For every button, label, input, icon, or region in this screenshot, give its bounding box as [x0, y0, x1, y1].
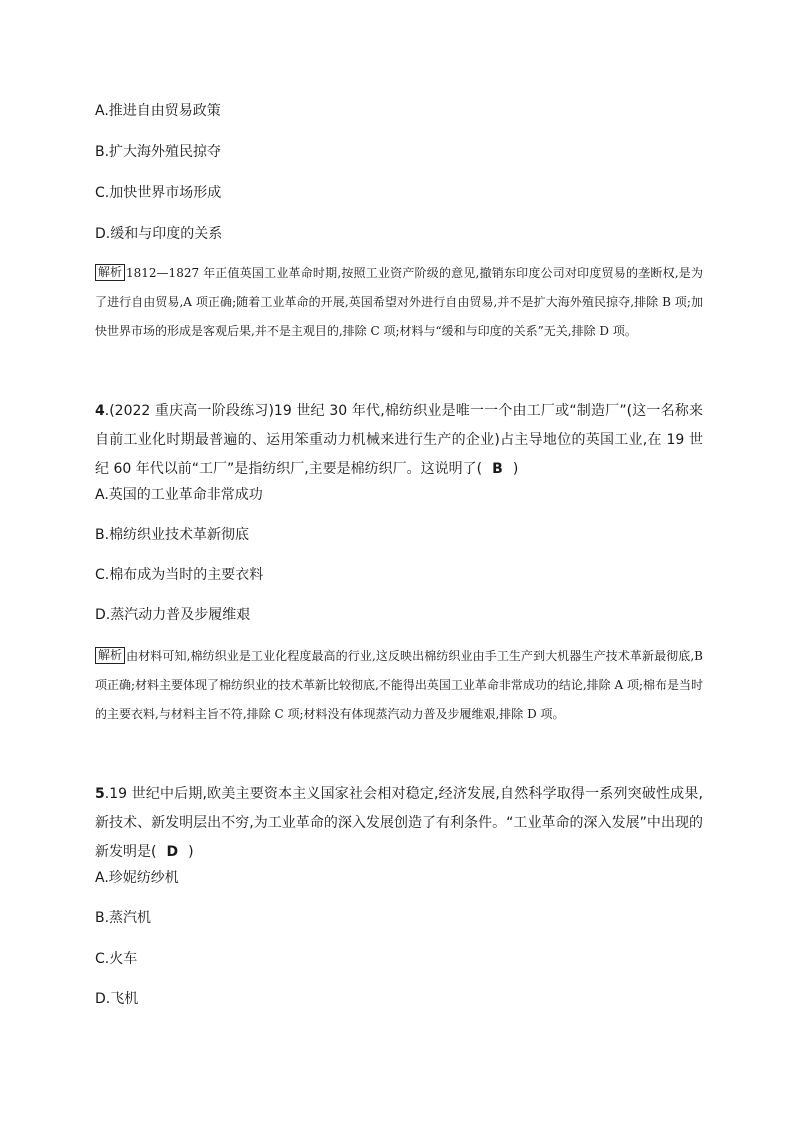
q4-answer: B [492, 461, 503, 477]
q4-number: 4 [95, 403, 105, 419]
q5-number: 5 [95, 786, 105, 802]
q5-option-a: A.珍妮纺纱机 [95, 870, 179, 886]
q4-stem-close: ) [512, 461, 519, 477]
q3-analysis [95, 259, 703, 346]
q4-stem-text: .(2022 重庆高一阶段练习)19 世纪 30 年代,棉纺织业是唯一一个由工厂或“制造厂”(这一名称来自前工业化时期最普遍的、运用笨重动力机械来进行生产的企业)占主导地位的英国工业,在 19 世纪 60 年代以前“工厂”是指纺织厂,主要是棉纺织厂。这说明了( [95, 403, 703, 477]
q5-stem-close: ) [188, 844, 194, 860]
q3-analysis-text: 1812—1827 年正值英国工业革命时期,按照工业资产阶级的意见,撤销东印度公司对印度贸易的垄断权,是为了进行自由贸易,A 项正确;随着工业革命的开展,英国希望对外进行自由贸易,并不是扩大海外殖民掠夺,排除 B 项;加快世界市场的形成是客观后果,并不是主观目的,排除 C 项;材料与“缓和与印度的关系”无关,排除 D 项。 [95, 266, 703, 338]
q5-stem [95, 780, 703, 867]
q4-option-d: D.蒸汽动力普及步履维艰 [95, 607, 251, 623]
q4-analysis-text: 由材料可知,棉纺织业是工业化程度最高的行业,这反映出棉纺织业由手工生产到大机器生产技术革新最彻底,B 项正确;材料主要体现了棉纺织业的技术革新比较彻底,不能得出英国工业革命非常成功的结论,排除 A 项;棉布是当时的主要衣料,与材料主旨不符,排除 C 项;材料没有体现蒸汽动力普及步履维艰,排除 D 项。 [95, 649, 704, 721]
q5-stem-text: .19 世纪中后期,欧美主要资本主义国家社会相对稳定,经济发展,自然科学取得一系列突破性成果,新技术、新发明层出不穷,为工业革命的深入发展创造了有利条件。“工业革命的深入发展”中出现的新发明是( [95, 786, 703, 860]
q4-analysis [95, 642, 703, 729]
q4-option-b: B.棉纺织业技术革新彻底 [95, 527, 250, 543]
q4-stem [95, 397, 703, 484]
q5-option-d: D.飞机 [95, 991, 139, 1007]
q4-option-c: C.棉布成为当时的主要衣料 [95, 567, 264, 583]
q4-option-a: A.英国的工业革命非常成功 [95, 487, 263, 503]
q5-option-c: C.火车 [95, 951, 138, 967]
q3-option-d: D.缓和与印度的关系 [95, 226, 223, 242]
q3-option-c: C.加快世界市场形成 [95, 185, 222, 201]
q3-option-a: A.推进自由贸易政策 [95, 103, 221, 119]
analysis-tag: 解析 [95, 264, 125, 281]
q5-option-b: B.蒸汽机 [95, 910, 152, 926]
analysis-tag: 解析 [95, 647, 125, 664]
q3-option-b: B.扩大海外殖民掠夺 [95, 144, 222, 160]
q5-answer: D [166, 844, 179, 860]
